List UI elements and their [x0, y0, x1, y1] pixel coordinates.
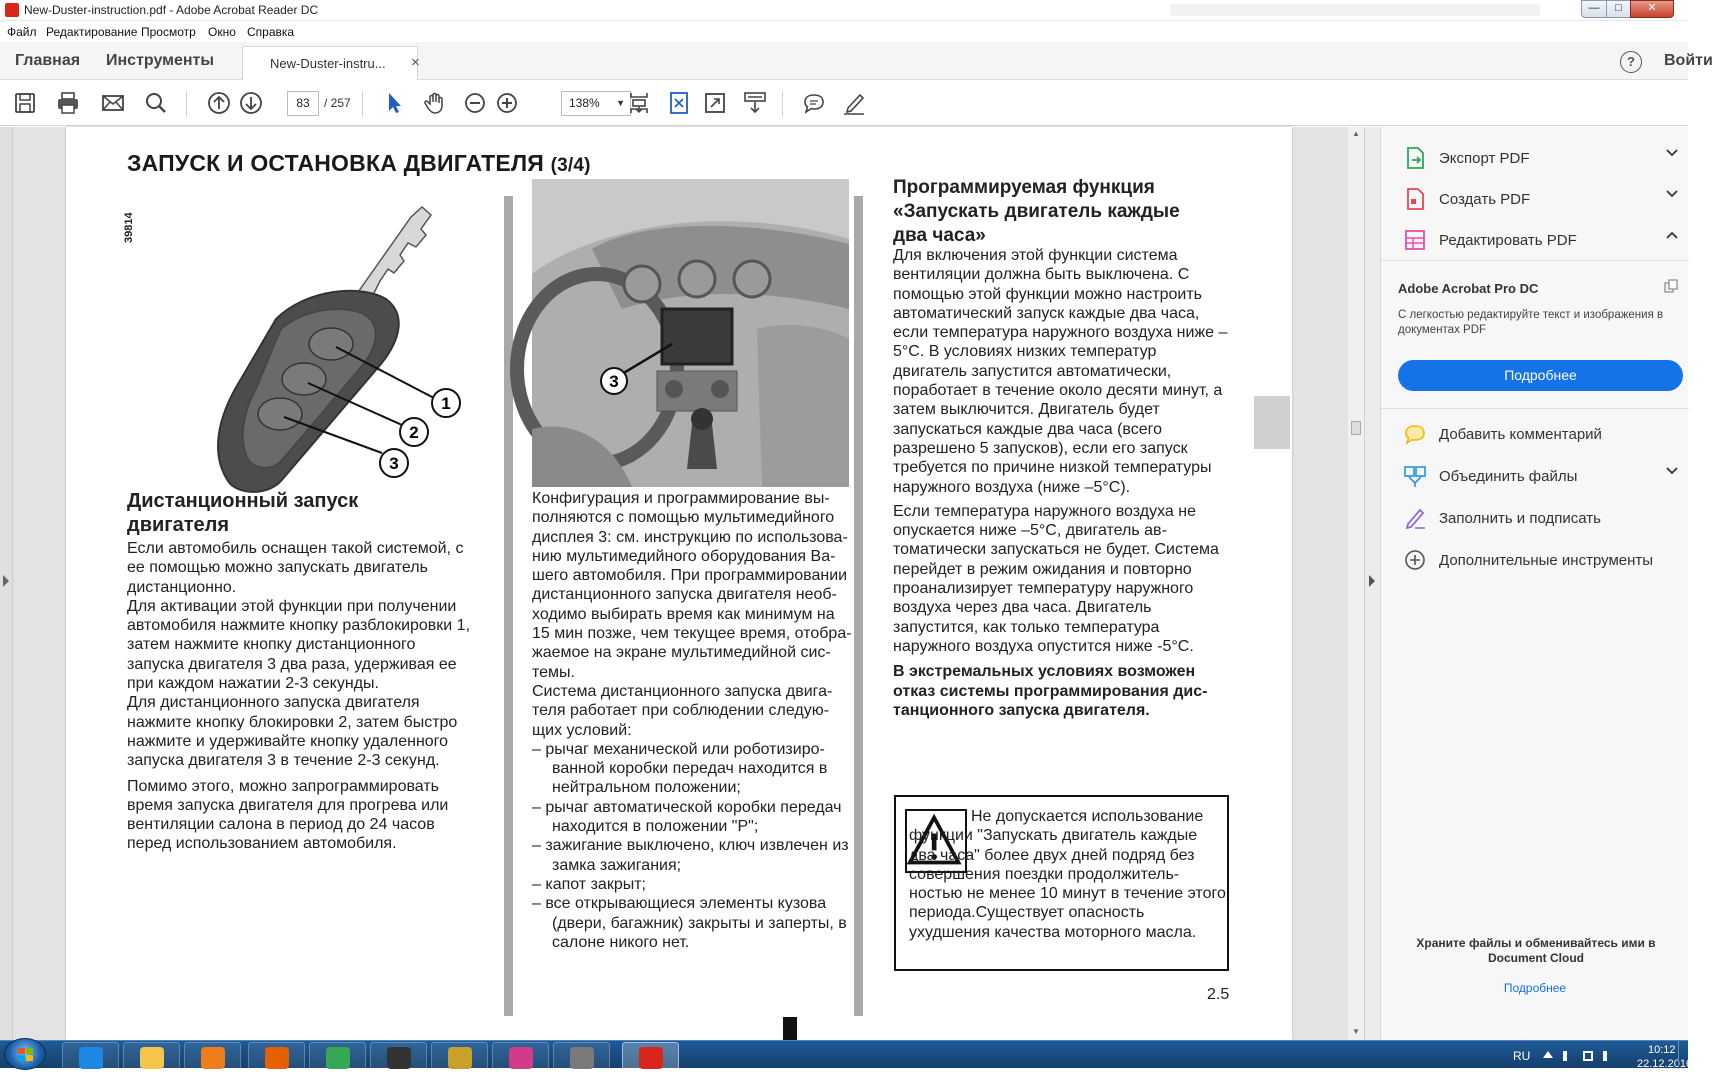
- page-number-input[interactable]: 83: [287, 91, 319, 116]
- zoom-in-icon[interactable]: [494, 90, 520, 116]
- panel-divider: [1381, 260, 1689, 261]
- chevron-down-icon[interactable]: [1665, 187, 1679, 201]
- hand-icon[interactable]: [422, 90, 448, 116]
- page-up-icon[interactable]: [206, 90, 232, 116]
- firefox-icon: [265, 1047, 289, 1069]
- toolbar-divider: [186, 91, 187, 117]
- column-separator: [504, 196, 513, 1016]
- callout-2: 2: [409, 423, 419, 442]
- clock-date[interactable]: 22.12.2016: [1637, 1058, 1693, 1070]
- tab-home[interactable]: Главная: [15, 52, 81, 69]
- folder-icon: [140, 1047, 164, 1069]
- media-player-icon: [201, 1047, 225, 1069]
- window-title: New-Duster-instruction.pdf - Adobe Acrobat Reader DC: [24, 3, 319, 17]
- title-bar: [0, 0, 1688, 21]
- taskbar-explorer[interactable]: [123, 1042, 180, 1076]
- select-arrow-icon[interactable]: [381, 90, 407, 116]
- paragraph: Для дистанционного запуска двигателя нажмите кнопку блокировки 2, затем быстро нажмите и удерживайте кнопку удаленного запуска двигателя 3 в течение 2-3 секунд.: [127, 694, 458, 770]
- menu-view[interactable]: Просмотр: [141, 25, 196, 39]
- list-item: – рычаг автоматической коробки передач находится в положении "P";: [532, 798, 852, 837]
- key-fob-illustration: [156, 189, 486, 489]
- list-item: – рычаг механической или роботизированной коробки передач находится в нейтральном положении;: [532, 740, 852, 798]
- maximize-button[interactable]: □: [1606, 0, 1631, 18]
- acrobat-icon: [639, 1047, 663, 1069]
- page-total: / 257: [324, 96, 351, 110]
- zoom-value: 138%: [569, 96, 600, 110]
- tool-combine-files[interactable]: [1381, 456, 1689, 496]
- menu-help[interactable]: Справка: [247, 25, 295, 39]
- tool-label: Объединить файлы: [1439, 468, 1578, 485]
- document-cloud-text: Храните файлы и обменивайтесь ими в Document Cloud: [1416, 936, 1656, 965]
- taskbar-firefox[interactable]: [248, 1042, 305, 1076]
- clock-time[interactable]: 10:12: [1648, 1044, 1676, 1056]
- volume-icon[interactable]: [1603, 1051, 1613, 1061]
- taskbar: [0, 1040, 1693, 1070]
- zoom-select[interactable]: [561, 91, 631, 116]
- paint-icon: [509, 1047, 533, 1069]
- callout-3: 3: [389, 454, 399, 473]
- signin-button[interactable]: Войти: [1664, 52, 1713, 69]
- page-number: 2.5: [1207, 986, 1230, 1003]
- callout-1: 1: [441, 394, 451, 413]
- conditions-list: [532, 740, 852, 952]
- side-tab[interactable]: [1254, 396, 1290, 449]
- read-mode-icon[interactable]: [742, 90, 768, 116]
- paragraph: Для включения этой функции система вентиляции должна быть выключена. С помощью этой функции можно настроить автоматический запуск каждые два часа, если температура наружного воздуха ниже –5°C. В условиях низких температур двигатель запустится автоматически, поработает в течение около десяти минут, а затем выключится. Двигатель будет запускаться каждые два часа (всего разрешено 5 запусков), если его запуск требуется по причине низкой температуры наружного воздуха (ниже –5°C).: [893, 247, 1228, 496]
- menu-file[interactable]: Файл: [7, 25, 37, 39]
- callout-display-3: 3: [609, 372, 619, 391]
- taskbar-ie[interactable]: [62, 1042, 119, 1076]
- tool-label: Дополнительные инструменты: [1439, 552, 1654, 569]
- paragraph: Помимо этого, можно запрограммировать время запуска двигателя для прогрева или вентиляции салона в период до 24 часов перед использованием автомобиля.: [127, 777, 449, 853]
- page-heading-text: ЗАПУСК И ОСТАНОВКА ДВИГАТЕЛЯ: [127, 150, 545, 176]
- chip-icon: [570, 1047, 594, 1069]
- windows-logo-icon: [18, 1048, 34, 1062]
- fit-page-icon[interactable]: [666, 90, 692, 116]
- column-separator: [854, 196, 863, 1016]
- tab-document-label: New-Duster-instru...: [270, 56, 386, 71]
- tool-more-tools[interactable]: [1381, 540, 1689, 580]
- scrollbar-thumb[interactable]: [1351, 421, 1361, 435]
- tools-pane-toggle[interactable]: [1364, 127, 1380, 1040]
- toolbar: [0, 80, 1688, 126]
- page-heading: [127, 150, 591, 177]
- section-title-remote-start: Дистанционный запуск двигателя: [127, 490, 359, 536]
- promo-description: С легкостью редактируйте текст и изображения в документах PDF: [1398, 309, 1664, 336]
- bold-note: В экстремальных условиях возможен отказ системы программирования дистанционного запуска двигателя.: [893, 663, 1208, 719]
- menu-window[interactable]: Окно: [208, 25, 236, 39]
- taskbar-acrobat[interactable]: [622, 1042, 679, 1076]
- tool-label: Добавить комментарий: [1439, 426, 1602, 443]
- column-1-body: [127, 539, 472, 854]
- tab-close-icon[interactable]: ×: [411, 54, 420, 71]
- taskbar-monitor-app[interactable]: [370, 1042, 427, 1076]
- pdf-page: [66, 127, 1292, 1040]
- chevron-down-icon[interactable]: [1665, 464, 1679, 478]
- tool-label: Экспорт PDF: [1439, 150, 1530, 167]
- comment-bubble-icon: [1403, 422, 1427, 446]
- tool-label: Создать PDF: [1439, 191, 1531, 208]
- taskbar-media-player[interactable]: [184, 1042, 241, 1076]
- dashboard-illustration: [532, 179, 849, 487]
- page-heading-part: (3/4): [550, 155, 591, 176]
- list-item: – все открывающиеся элементы кузова (двери, багажник) закрыты и заперты, в салоне никого нет.: [532, 894, 852, 952]
- tools-pane: [1380, 127, 1688, 1040]
- email-icon[interactable]: [100, 90, 126, 116]
- menu-edit[interactable]: Редактирование: [46, 25, 138, 39]
- combine-files-icon: [1403, 464, 1427, 488]
- full-screen-icon[interactable]: [702, 90, 728, 116]
- figure-code-1: 39814: [123, 212, 135, 243]
- show-desktop-button[interactable]: [1678, 1041, 1688, 1069]
- page-marker: [783, 1017, 797, 1040]
- warning-box: [894, 795, 1229, 971]
- list-item: – капот закрыт;: [532, 875, 852, 894]
- create-pdf-icon: [1403, 187, 1427, 211]
- tab-tools[interactable]: Инструменты: [106, 52, 215, 69]
- language-indicator[interactable]: RU: [1513, 1049, 1531, 1063]
- page-down-icon[interactable]: [238, 90, 264, 116]
- monitor-icon: [387, 1047, 411, 1069]
- fill-sign-icon: [1403, 506, 1427, 530]
- chevron-down-icon: ▼: [616, 98, 625, 108]
- scroll-up-icon[interactable]: ▲: [1352, 129, 1360, 138]
- scroll-mode-icon[interactable]: [626, 90, 652, 116]
- zoom-out-icon[interactable]: [462, 90, 488, 116]
- taskbar-tools-app[interactable]: [431, 1042, 488, 1076]
- chevron-down-icon[interactable]: [1665, 146, 1679, 160]
- chevron-up-icon[interactable]: [1665, 228, 1679, 242]
- learn-more-button[interactable]: Подробнее: [1398, 360, 1683, 391]
- tool-fill-sign[interactable]: [1381, 498, 1689, 538]
- ie-icon: [79, 1047, 103, 1069]
- save-icon[interactable]: [12, 90, 38, 116]
- list-item: – зажигание выключено, ключ извлечен из замка зажигания;: [532, 836, 852, 875]
- taskbar-chrome[interactable]: [309, 1042, 366, 1076]
- warning-text: Не допускается использование функции "Запускать двигатель каждые два часа" более двух дней подряд без совершения поездки продолжительностью не менее 10 минут в течение этого периода.Существует опасность ухудшения качества моторного масла.: [909, 808, 1226, 941]
- tool-add-comment[interactable]: [1381, 414, 1689, 454]
- navigation-pane-toggle[interactable]: [0, 127, 13, 1040]
- column-3-body: [893, 246, 1230, 720]
- comment-icon[interactable]: [801, 90, 827, 116]
- tab-document[interactable]: [242, 46, 418, 80]
- search-icon[interactable]: [143, 90, 169, 116]
- print-icon[interactable]: [55, 90, 81, 116]
- column-2-body: [532, 489, 852, 952]
- panel-divider: [1381, 408, 1689, 409]
- help-icon[interactable]: ?: [1620, 51, 1642, 73]
- vertical-scrollbar[interactable]: [1348, 127, 1364, 1040]
- promo-title: Adobe Acrobat Pro DC: [1398, 281, 1539, 296]
- paragraph: Если температура наружного воздуха не опускается ниже –5°C, двигатель автоматически запускаться не будет. Система перейдет в режим ожидания и повторно проанализирует температуру наружного воздуха через два часа. Двигатель запустится, как только температура наружного воздуха опустится ниже -5°C.: [893, 502, 1219, 655]
- tools-icon: [448, 1047, 472, 1069]
- title-bar-blur: [1170, 4, 1540, 16]
- menu-bar: [0, 21, 1688, 42]
- tool-create-pdf[interactable]: [1381, 179, 1689, 219]
- tool-edit-pdf[interactable]: [1381, 220, 1689, 260]
- more-tools-icon: [1403, 548, 1427, 572]
- tool-label: Редактировать PDF: [1439, 232, 1577, 249]
- chrome-icon: [326, 1047, 350, 1069]
- export-pdf-icon: [1403, 146, 1427, 170]
- paragraph: Система дистанционного запуска двигателя работает при соблюдении следующих условий:: [532, 682, 833, 739]
- tray-expand-icon[interactable]: [1543, 1051, 1553, 1058]
- section-title-programmable: Программируемая функция «Запускать двигатель каждые два часа»: [893, 177, 1180, 246]
- taskbar-paint-app[interactable]: [492, 1042, 549, 1076]
- expand-left-icon: [3, 575, 9, 587]
- sign-icon[interactable]: [841, 90, 867, 116]
- network-icon[interactable]: [1583, 1051, 1593, 1061]
- tab-bar: [0, 42, 1713, 80]
- tool-export-pdf[interactable]: [1381, 138, 1689, 178]
- start-button[interactable]: [4, 1038, 46, 1070]
- document-cloud-link[interactable]: Подробнее: [1503, 981, 1567, 995]
- flag-icon[interactable]: [1563, 1051, 1567, 1061]
- paragraph: Конфигурация и программирование выполняются с помощью мультимедийного дисплея 3: см. инструкцию по использованию мультимедийного оборудования Вашего автомобиля. При программировании дистанционного запуска двигателя необходимо выбирать время как минимум на 15 мин позже, чем текущее время, отображаемое на экране мультимедийной системы.: [532, 490, 852, 681]
- taskbar-chip-app[interactable]: [553, 1042, 610, 1076]
- paragraph: Если автомобиль оснащен такой системой, с ее помощью можно запускать двигатель дистанционно.: [127, 540, 464, 596]
- paragraph: Для активации этой функции при получении автомобиля нажмите кнопку разблокировки 1, затем нажмите кнопку дистанционного запуска двигателя 3 два раза, удерживая ее при каждом нажатии 2-3 секунды.: [127, 597, 471, 693]
- copy-icon[interactable]: [1664, 279, 1678, 293]
- toolbar-divider: [782, 91, 783, 117]
- tool-label: Заполнить и подписать: [1439, 510, 1601, 527]
- close-window-button[interactable]: ✕: [1630, 0, 1674, 18]
- minimize-button[interactable]: —: [1581, 0, 1607, 18]
- scroll-down-icon[interactable]: ▼: [1352, 1027, 1360, 1036]
- edit-pdf-icon: [1403, 228, 1427, 252]
- acrobat-app-icon: [5, 3, 19, 17]
- toolbar-divider: [362, 91, 363, 117]
- collapse-right-icon: [1369, 575, 1375, 587]
